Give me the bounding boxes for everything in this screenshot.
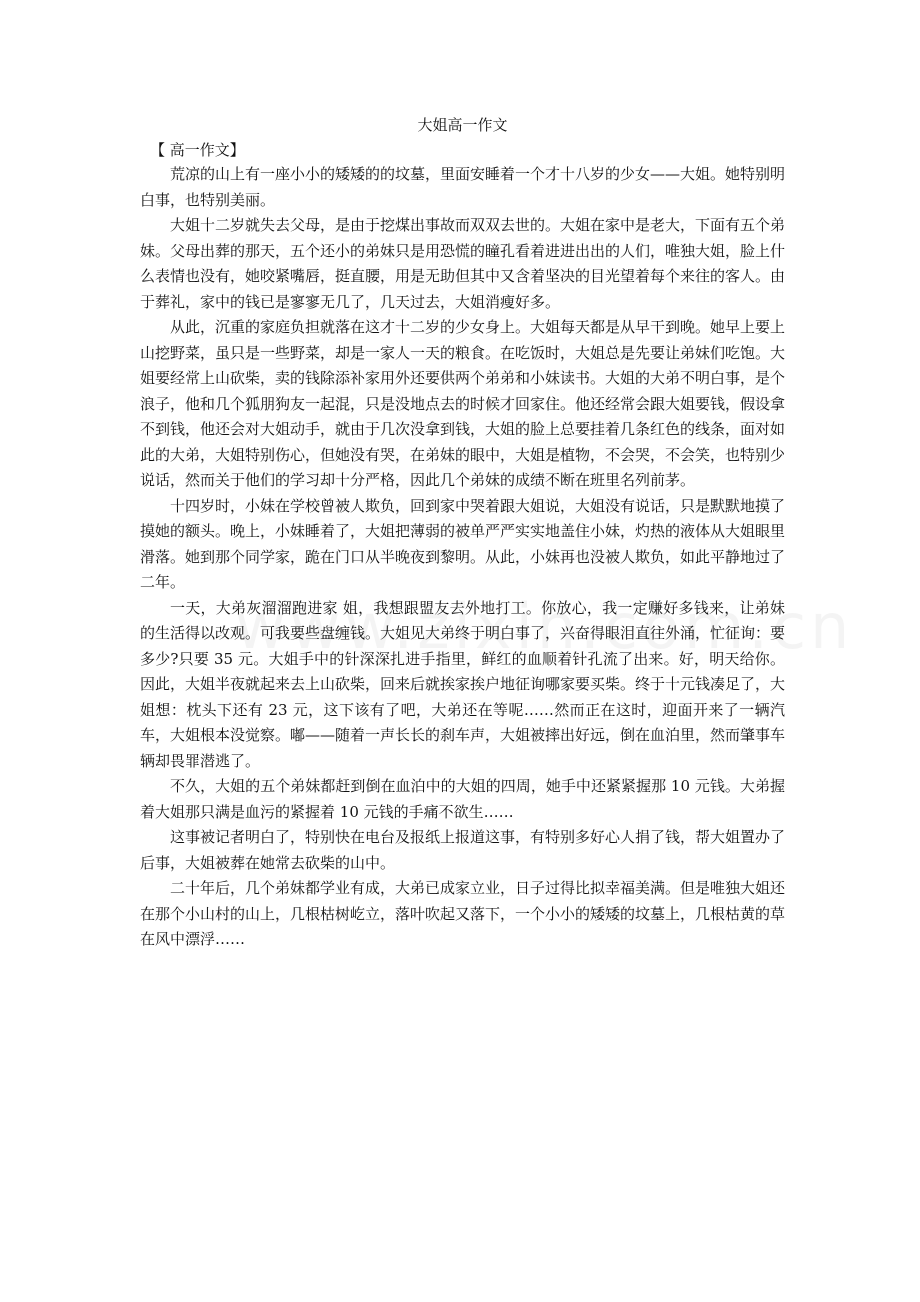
paragraph-3: 从此，沉重的家庭负担就落在这才十二岁的少女身上。大姐每天都是从早干到晚。她早上要上山挖野菜，虽只是一些野菜，却是一家人一天的粮食。在吃饭时，大姐总是先要让弟妹们吃饱。大姐要经常上山砍柴，卖的钱除添补家用外还要供两个弟弟和小妹读书。大姐的大弟不明白事，是个浪子，他和几个狐朋狗友一起混，只是没地点去的时候才回家住。他还经常会跟大姐要钱，假设拿不到钱，他还会对大姐动手，就由于几次没拿到钱，大姐的脸上总要挂着几条红色的线条，面对如此的大弟，大姐特别伤心，但她没有哭，在弟妹的眼中，大姐是植物，不会哭，不会笑，也特别少说话，然而关于他们的学习却十分严格，因此几个弟妹的成绩不断在班里名列前茅。 — [140, 318, 786, 489]
category-label: 【 高一作文】 — [150, 141, 245, 159]
paragraph-1: 荒凉的山上有一座小小的矮矮的的坟墓，里面安睡着一个才十八岁的少女——大姐。她特别明白事，也特别美丽。 — [140, 165, 786, 209]
document-title: 大姐高一作文 — [417, 116, 508, 134]
document-page — [140, 112, 785, 953]
paragraph-2: 大姐十二岁就失去父母，是由于挖煤出事故而双双去世的。大姐在家中是老大，下面有五个弟妹。父母出葬的那天，五个还小的弟妹只是用恐慌的瞳孔看着进进出出的人们，唯独大姐，脸上什么表情也没有，她咬紧嘴唇，挺直腰，用是无助但其中又含着坚决的目光望着每个来往的客人。由于葬礼，家中的钱已是寥寥无几了，几天过去，大姐消瘦好多。 — [140, 216, 786, 311]
paragraph-8: 二十年后，几个弟妹都学业有成，大弟已成家立业，日子过得比拟幸福美满。但是唯独大姐还在那个小山村的山上，几根枯树屹立，落叶吹起又落下，一个小小的矮矮的坟墓上，几根枯黄的草在风中漂浮…… — [140, 879, 786, 948]
paragraph-4: 十四岁时，小妹在学校曾被人欺负，回到家中哭着跟大姐说，大姐没有说话，只是默默地摸了摸她的额头。晚上，小妹睡着了，大姐把薄弱的被单严严实实地盖住小妹，灼热的液体从大姐眼里滑落。她到那个同学家，跪在门口从半晚夜到黎明。从此，小妹再也没被人欺负，如此平静地过了二年。 — [140, 496, 786, 591]
paragraph-7: 这事被记者明白了，特别快在电台及报纸上报道这事，有特别多好心人捐了钱，帮大姐置办了后事，大姐被葬在她常去砍柴的山中。 — [140, 828, 786, 872]
paragraph-6: 不久，大姐的五个弟妹都赶到倒在血泊中的大姐的四周，她手中还紧紧握那 10 元钱。大弟握着大姐那只满是血污的紧握着 10 元钱的手痛不欲生…… — [140, 777, 785, 821]
paragraph-5: 一天，大弟灰溜溜跑进家 姐，我想跟盟友去外地打工。你放心，我一定赚好多钱来，让弟妹的生活得以改观。可我要些盘缠钱。大姐见大弟终于明白事了，兴奋得眼泪直往外涌，忙征询：要多少?只要 35 元。大姐手中的针深深扎进手指里，鲜红的血顺着针孔流了出来。好，明天给你。因此，大姐半夜就起来去上山砍柴，回来后就挨家挨户地征询哪家要买柴。终于十元钱凑足了，大姐想：枕头下还有 23 元，这下该有了吧，大弟还在等呢……然而正在这时，迎面开来了一辆汽车，大姐根本没觉察。嘟——随着一声长长的刹车声，大姐被摔出好远，倒在血泊里，然而肇事车辆却畏罪潜逃了。 — [140, 598, 786, 770]
